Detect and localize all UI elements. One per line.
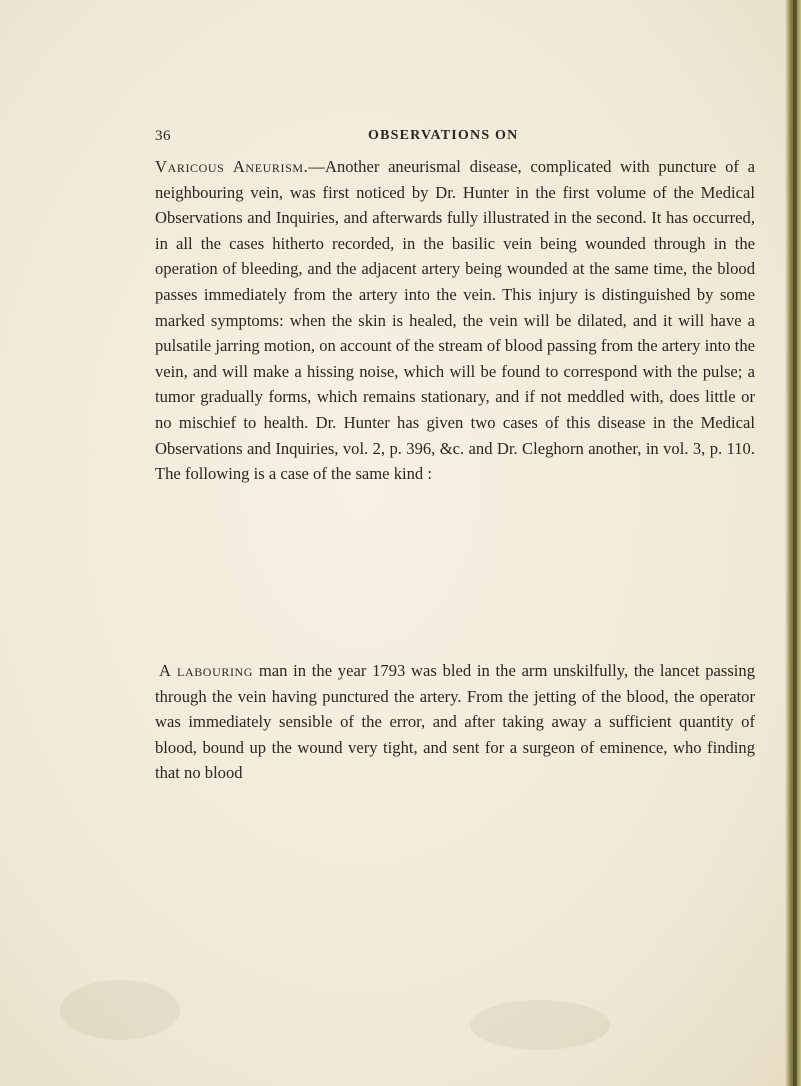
paragraph-lead: A labouring [159, 661, 254, 680]
page-edge-shadow [793, 0, 797, 1086]
paragraph-lead: Varicous Aneurism. [155, 157, 309, 176]
paragraph-body: man in the year 1793 was bled in the arm unskilfully, the lancet passing through the vein having punctured the artery. From the jetting of the blood, the operator was immediately sensible of the error, and after taking away a sufficient quantity of blood, bound up the wound very tight, and sent for a surgeon of eminence, who finding that no blood [155, 661, 755, 783]
running-head [150, 128, 750, 150]
running-head-title: OBSERVATIONS ON [368, 128, 519, 143]
paragraph-case [155, 658, 755, 786]
page-number: 36 [155, 128, 171, 144]
paper-stain [60, 980, 180, 1040]
paper-stain [470, 1000, 610, 1050]
paragraph-body: —Another aneurismal disease, complicated with puncture of a neighbouring vein, was first noticed by Dr. Hunter in the first volume of the Medical Observations and Inquiries, and afterwards fully illustrated in the second. It has occurred, in all the cases hitherto recorded, in the basilic vein being wounded through in the operation of bleeding, and the adjacent artery being wounded at the same time, the blood passes immediately from the artery into the vein. This injury is distinguished by some marked symptoms: when the skin is healed, the vein will be dilated, and it will have a pulsatile jarring motion, on account of the stream of blood passing from the artery into the vein, and will make a hissing noise, which will be found to correspond with the pulse; a tumor gradually forms, which remains stationary, and if not meddled with, does little or no mischief to health. Dr. Hunter has given two cases of this disease in the Medical Observations and Inquiries, vol. 2, p. 396, &c. and Dr. Cleghorn another, in vol. 3, p. 110. The following is a case of the same kind : [155, 157, 755, 484]
paragraph-varicous-aneurism [155, 154, 755, 487]
